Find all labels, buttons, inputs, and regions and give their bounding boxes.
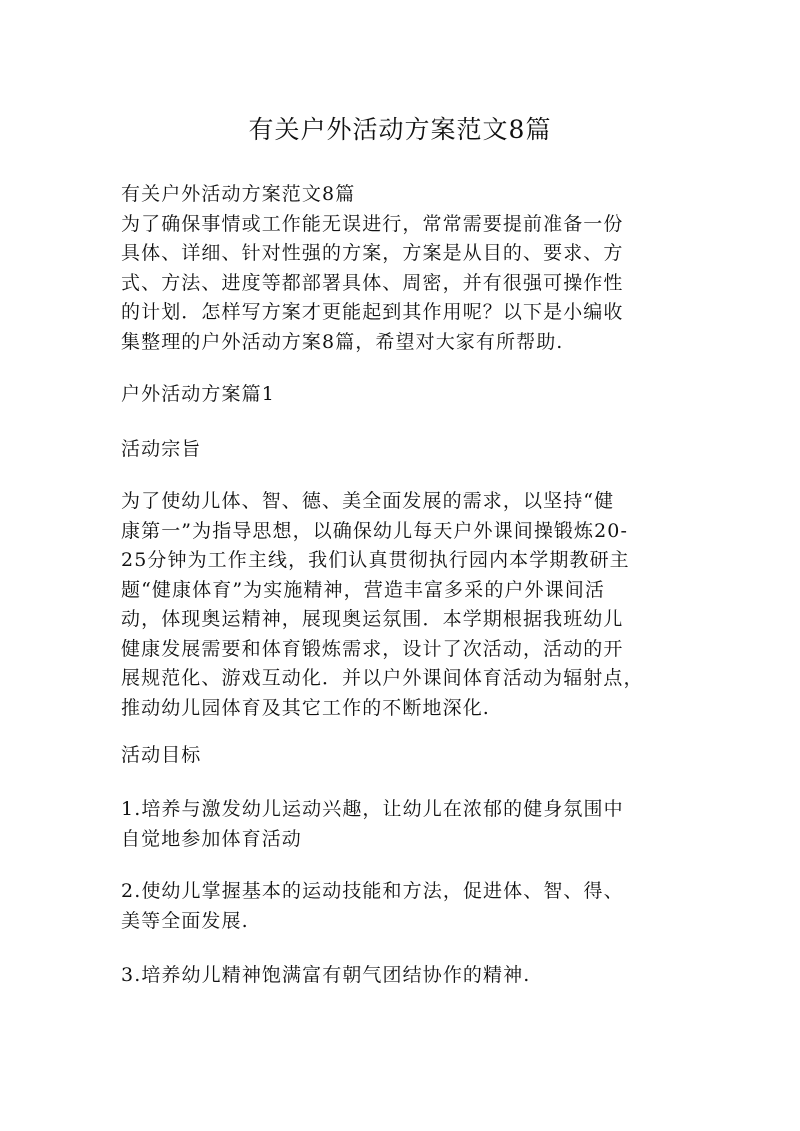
goals-heading-text: 活动目标 [121,744,202,766]
intro-line: 集整理的户外活动方案8篇，希望对大家有所帮助. [121,330,564,353]
goal-line: 3.培养幼儿精神饱满富有朝气团结协作的精神. [121,964,531,986]
purpose-line: 动，体现奥运精神，展现奥运氛围．本学期根据我班幼儿 [121,608,624,630]
goal-item-1 [121,795,681,854]
section-heading [121,380,681,410]
purpose-heading-text: 活动宗旨 [121,438,202,460]
purpose-heading [121,435,681,465]
intro-line: 式、方法、进度等都部署具体、周密，并有很强可操作性 [121,271,624,294]
goal-line: 美等全面发展. [121,909,249,932]
purpose-line: 健康发展需要和体育锻炼需求，设计了次活动，活动的开 [121,637,624,660]
intro-paragraph [121,180,681,357]
goal-line: 自觉地参加体育活动 [121,827,302,850]
document-title: 有关户外活动方案范文8篇 [248,115,552,144]
goal-item-2 [121,877,681,936]
goal-item-3 [121,961,681,991]
section-heading-text: 户外活动方案篇1 [121,383,275,405]
purpose-line: 25分钟为工作主线，我们认真贯彻执行园内本学期教研主 [121,549,630,571]
purpose-line: 题“健康体育”为实施精神，营造丰富多采的户外课间活 [121,578,605,601]
intro-line: 具体、详细、针对性强的方案，方案是从目的、要求、方 [121,242,624,264]
intro-line: 有关户外活动方案范文8篇 [121,183,356,205]
purpose-line: 康第一”为指导思想，以确保幼儿每天户外课间操锻炼20- [121,519,629,542]
goals-heading [121,741,681,771]
purpose-paragraph [121,487,681,723]
purpose-line: 为了使幼儿体、智、德、美全面发展的需求，以坚持“健 [121,490,615,512]
purpose-line: 推动幼儿园体育及其它工作的不断地深化. [121,696,490,719]
purpose-line: 展规范化、游戏互动化．并以户外课间体育活动为辐射点， [121,667,644,689]
intro-line: 的计划．怎样写方案才更能起到其作用呢？以下是小编收 [121,301,624,323]
goal-line: 1.培养与激发幼儿运动兴趣，让幼儿在浓郁的健身氛围中 [121,798,624,820]
goal-line: 2.使幼儿掌握基本的运动技能和方法，促进体、智、得、 [121,880,624,902]
intro-line: 为了确保事情或工作能无误进行，常常需要提前准备一份 [121,212,624,235]
